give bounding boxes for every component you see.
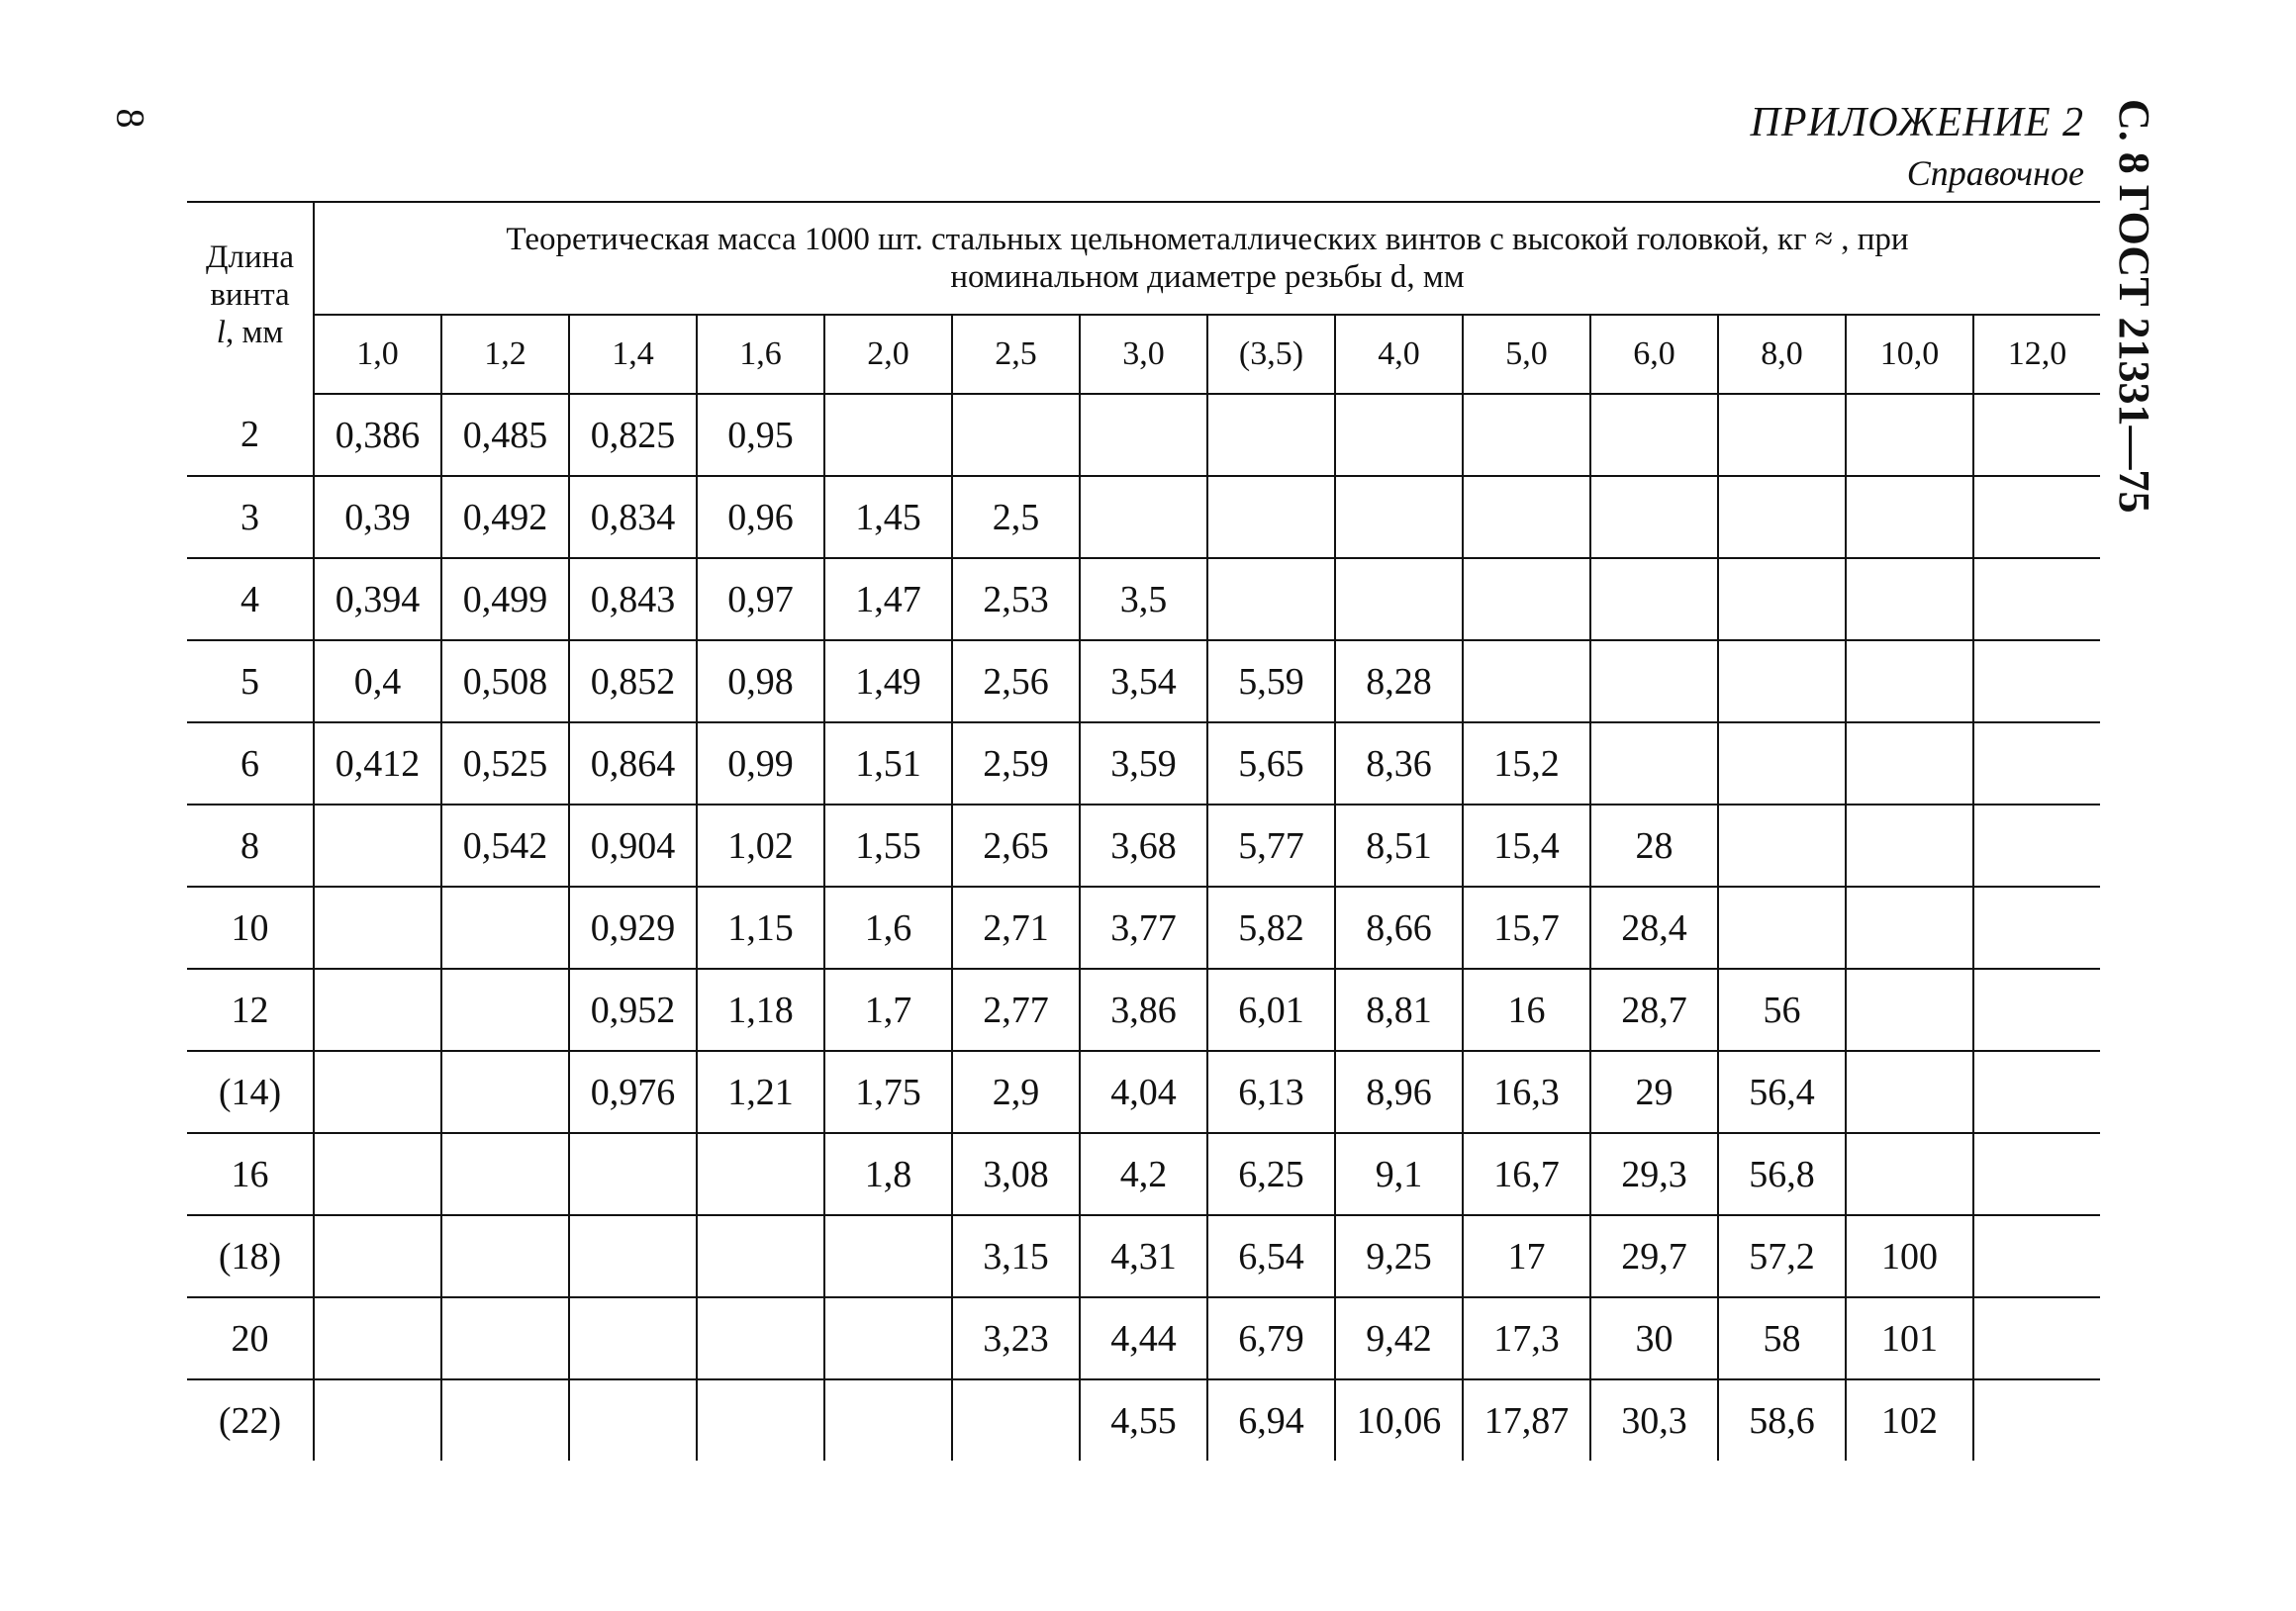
mass-cell [1846,394,1973,476]
mass-cell [1973,887,2100,969]
side-header-text: С. 8 ГОСТ 21331—75 [2110,99,2158,514]
mass-cell [1973,394,2100,476]
length-header-line: l, мм [216,315,284,350]
diameter-header-cell: 5,0 [1463,315,1590,394]
mass-cell [1207,476,1335,558]
table-row [187,1133,2100,1215]
mass-cell: 0,98 [697,640,824,722]
mass-cell: 0,542 [441,805,569,887]
mass-cell [1718,394,1846,476]
mass-cell [824,1379,952,1461]
table-row [187,805,2100,887]
mass-cell: 15,4 [1463,805,1590,887]
mass-cell: 9,1 [1335,1133,1463,1215]
mass-cell: 1,02 [697,805,824,887]
mass-cell: 2,59 [952,722,1080,805]
mass-cell: 0,394 [314,558,441,640]
diameter-header-cell: 10,0 [1846,315,1973,394]
diameter-header-cell: 1,2 [441,315,569,394]
mass-table-wrapper [187,201,2100,1461]
mass-cell [1846,969,1973,1051]
mass-cell [1973,722,2100,805]
mass-cell: 3,23 [952,1297,1080,1379]
mass-cell: 1,18 [697,969,824,1051]
mass-cell: 56,4 [1718,1051,1846,1133]
mass-cell: 30 [1590,1297,1718,1379]
length-cell: 16 [187,1133,314,1215]
mass-cell: 1,49 [824,640,952,722]
mass-cell [824,1297,952,1379]
mass-cell: 15,2 [1463,722,1590,805]
table-row [187,394,2100,476]
appendix-title: ПРИЛОЖЕНИЕ 2 [1750,100,2084,145]
mass-cell: 58,6 [1718,1379,1846,1461]
appendix-subtitle: Справочное [1906,153,2084,193]
diameter-header-cell: 12,0 [1973,315,2100,394]
mass-column-header [314,202,2100,315]
mass-cell [441,1215,569,1297]
mass-cell: 6,25 [1207,1133,1335,1215]
mass-cell: 0,386 [314,394,441,476]
mass-cell [314,805,441,887]
mass-cell: 4,31 [1080,1215,1207,1297]
mass-cell [1335,558,1463,640]
mass-cell [1846,805,1973,887]
length-cell: (22) [187,1379,314,1461]
diameter-header-cell: 3,0 [1080,315,1207,394]
mass-cell: 2,9 [952,1051,1080,1133]
mass-cell [1718,558,1846,640]
mass-cell: 2,65 [952,805,1080,887]
mass-table [187,201,2100,1461]
mass-cell: 57,2 [1718,1215,1846,1297]
mass-cell [569,1297,697,1379]
mass-cell [1590,722,1718,805]
mass-cell [1335,394,1463,476]
mass-cell: 6,13 [1207,1051,1335,1133]
mass-cell: 0,843 [569,558,697,640]
mass-cell [1463,476,1590,558]
mass-cell [1846,887,1973,969]
mass-cell: 17,87 [1463,1379,1590,1461]
mass-cell: 102 [1846,1379,1973,1461]
mass-cell [1590,558,1718,640]
mass-cell: 5,77 [1207,805,1335,887]
table-row [187,1051,2100,1133]
mass-cell [569,1133,697,1215]
diameter-header-cell: 1,0 [314,315,441,394]
mass-cell: 2,53 [952,558,1080,640]
mass-cell: 0,95 [697,394,824,476]
mass-cell: 6,79 [1207,1297,1335,1379]
mass-cell: 15,7 [1463,887,1590,969]
mass-cell [1973,476,2100,558]
mass-cell: 2,56 [952,640,1080,722]
mass-cell [441,1297,569,1379]
mass-cell [1080,476,1207,558]
mass-cell: 4,2 [1080,1133,1207,1215]
mass-cell: 4,04 [1080,1051,1207,1133]
mass-cell: 0,97 [697,558,824,640]
mass-cell: 17 [1463,1215,1590,1297]
mass-cell: 58 [1718,1297,1846,1379]
mass-cell: 8,36 [1335,722,1463,805]
mass-cell: 5,82 [1207,887,1335,969]
mass-cell: 0,525 [441,722,569,805]
length-cell: 20 [187,1297,314,1379]
mass-cell [569,1215,697,1297]
mass-cell: 16,7 [1463,1133,1590,1215]
mass-cell: 0,834 [569,476,697,558]
mass-cell: 5,65 [1207,722,1335,805]
mass-cell: 101 [1846,1297,1973,1379]
table-row [187,640,2100,722]
diameter-header-cell: 1,4 [569,315,697,394]
mass-cell: 0,952 [569,969,697,1051]
mass-cell: 17,3 [1463,1297,1590,1379]
mass-cell [441,1133,569,1215]
mass-cell: 4,55 [1080,1379,1207,1461]
mass-cell [1463,394,1590,476]
mass-cell: 2,77 [952,969,1080,1051]
mass-cell: 29,3 [1590,1133,1718,1215]
length-symbol: l [216,315,226,350]
diameter-header-cell: 4,0 [1335,315,1463,394]
mass-cell [1846,1133,1973,1215]
mass-cell [314,1215,441,1297]
mass-cell: 3,77 [1080,887,1207,969]
length-cell: (14) [187,1051,314,1133]
mass-cell: 8,51 [1335,805,1463,887]
mass-cell: 1,6 [824,887,952,969]
mass-cell [1973,1379,2100,1461]
length-cell: 8 [187,805,314,887]
mass-cell [1846,1051,1973,1133]
mass-cell: 6,54 [1207,1215,1335,1297]
mass-cell [697,1215,824,1297]
length-cell: 4 [187,558,314,640]
diameter-header-cell: 2,0 [824,315,952,394]
mass-cell: 0,492 [441,476,569,558]
mass-cell: 0,852 [569,640,697,722]
mass-cell: 0,825 [569,394,697,476]
table-row [187,1379,2100,1461]
mass-cell [697,1133,824,1215]
mass-cell: 0,864 [569,722,697,805]
mass-cell: 8,28 [1335,640,1463,722]
diameter-header-cell: (3,5) [1207,315,1335,394]
mass-cell: 8,81 [1335,969,1463,1051]
mass-cell: 4,44 [1080,1297,1207,1379]
mass-cell [1207,558,1335,640]
length-header-line: Длина [206,239,294,275]
length-cell: 5 [187,640,314,722]
length-cell: 6 [187,722,314,805]
length-column-header [187,202,314,394]
mass-cell: 100 [1846,1215,1973,1297]
mass-cell [1080,394,1207,476]
mass-cell [1846,558,1973,640]
mass-cell [1590,640,1718,722]
length-cell: 12 [187,969,314,1051]
table-row [187,1215,2100,1297]
mass-cell: 1,55 [824,805,952,887]
mass-cell [697,1297,824,1379]
mass-cell [1590,476,1718,558]
table-row [187,1297,2100,1379]
mass-cell: 0,412 [314,722,441,805]
mass-cell: 3,54 [1080,640,1207,722]
mass-cell: 28,7 [1590,969,1718,1051]
mass-cell: 0,96 [697,476,824,558]
mass-cell [1590,394,1718,476]
mass-cell: 56,8 [1718,1133,1846,1215]
mass-cell: 1,8 [824,1133,952,1215]
mass-cell [1973,640,2100,722]
mass-cell: 1,47 [824,558,952,640]
mass-cell [1973,1051,2100,1133]
mass-cell: 8,66 [1335,887,1463,969]
mass-cell [314,887,441,969]
mass-cell: 9,42 [1335,1297,1463,1379]
mass-cell: 6,94 [1207,1379,1335,1461]
diameter-header-cell: 8,0 [1718,315,1846,394]
side-header [2110,99,2175,515]
mass-cell [314,1051,441,1133]
mass-cell: 56 [1718,969,1846,1051]
mass-header-line: номинальном диаметре резьбы d, мм [950,259,1465,295]
mass-cell: 0,4 [314,640,441,722]
mass-cell: 16,3 [1463,1051,1590,1133]
mass-cell: 16 [1463,969,1590,1051]
mass-cell [952,1379,1080,1461]
mass-cell: 0,904 [569,805,697,887]
mass-cell: 9,25 [1335,1215,1463,1297]
mass-cell [441,1379,569,1461]
mass-cell [1718,476,1846,558]
mass-cell: 3,59 [1080,722,1207,805]
mass-cell [1973,1297,2100,1379]
mass-cell [1846,476,1973,558]
length-cell: (18) [187,1215,314,1297]
diameter-header-cell: 1,6 [697,315,824,394]
mass-cell [1335,476,1463,558]
mass-cell: 3,86 [1080,969,1207,1051]
table-row [187,969,2100,1051]
mass-cell: 3,5 [1080,558,1207,640]
table-row [187,887,2100,969]
mass-cell: 0,499 [441,558,569,640]
length-cell: 2 [187,394,314,476]
mass-cell [314,969,441,1051]
mass-cell [1973,1215,2100,1297]
mass-cell: 0,976 [569,1051,697,1133]
mass-cell [1463,558,1590,640]
mass-cell: 29,7 [1590,1215,1718,1297]
mass-cell: 28,4 [1590,887,1718,969]
mass-cell: 8,96 [1335,1051,1463,1133]
mass-cell [314,1297,441,1379]
mass-cell [441,969,569,1051]
mass-cell: 0,929 [569,887,697,969]
table-row [187,476,2100,558]
mass-cell: 0,99 [697,722,824,805]
mass-cell: 3,15 [952,1215,1080,1297]
mass-cell [569,1379,697,1461]
mass-cell: 6,01 [1207,969,1335,1051]
mass-cell: 1,45 [824,476,952,558]
length-header-line: винта [210,277,290,313]
mass-cell [1718,805,1846,887]
mass-cell [441,887,569,969]
mass-cell: 5,59 [1207,640,1335,722]
appendix-heading [1751,99,2084,194]
mass-cell [1973,805,2100,887]
mass-cell: 0,485 [441,394,569,476]
table-header [187,202,2100,394]
mass-cell [314,1133,441,1215]
table-row [187,722,2100,805]
mass-cell: 1,21 [697,1051,824,1133]
mass-cell [1207,394,1335,476]
mass-cell: 1,15 [697,887,824,969]
mass-cell: 1,51 [824,722,952,805]
mass-cell [1973,558,2100,640]
mass-cell [1463,640,1590,722]
mass-cell: 0,508 [441,640,569,722]
mass-cell [824,394,952,476]
mass-cell: 0,39 [314,476,441,558]
mass-cell [952,394,1080,476]
mass-cell: 28 [1590,805,1718,887]
mass-cell [314,1379,441,1461]
mass-cell [1718,640,1846,722]
mass-cell: 1,7 [824,969,952,1051]
mass-cell: 3,68 [1080,805,1207,887]
mass-cell [1718,722,1846,805]
mass-cell: 30,3 [1590,1379,1718,1461]
mass-cell [1973,1133,2100,1215]
mass-cell [1973,969,2100,1051]
mass-cell: 29 [1590,1051,1718,1133]
mass-cell: 2,71 [952,887,1080,969]
mass-cell [697,1379,824,1461]
table-body [187,394,2100,1461]
table-row [187,558,2100,640]
mass-cell: 2,5 [952,476,1080,558]
length-cell: 10 [187,887,314,969]
diameter-header-cell: 6,0 [1590,315,1718,394]
length-cell: 3 [187,476,314,558]
mass-cell: 3,08 [952,1133,1080,1215]
mass-cell [1846,722,1973,805]
mass-cell [824,1215,952,1297]
page-number: 8 [108,108,153,129]
mass-cell [1718,887,1846,969]
mass-cell: 1,75 [824,1051,952,1133]
mass-header-line: Теоретическая масса 1000 шт. стальных цельнометаллических винтов с высокой головкой, кг ≈ , при [506,222,1909,257]
mass-cell [441,1051,569,1133]
diameter-row [187,315,2100,394]
diameter-header-cell: 2,5 [952,315,1080,394]
mass-cell [1846,640,1973,722]
mass-cell: 10,06 [1335,1379,1463,1461]
